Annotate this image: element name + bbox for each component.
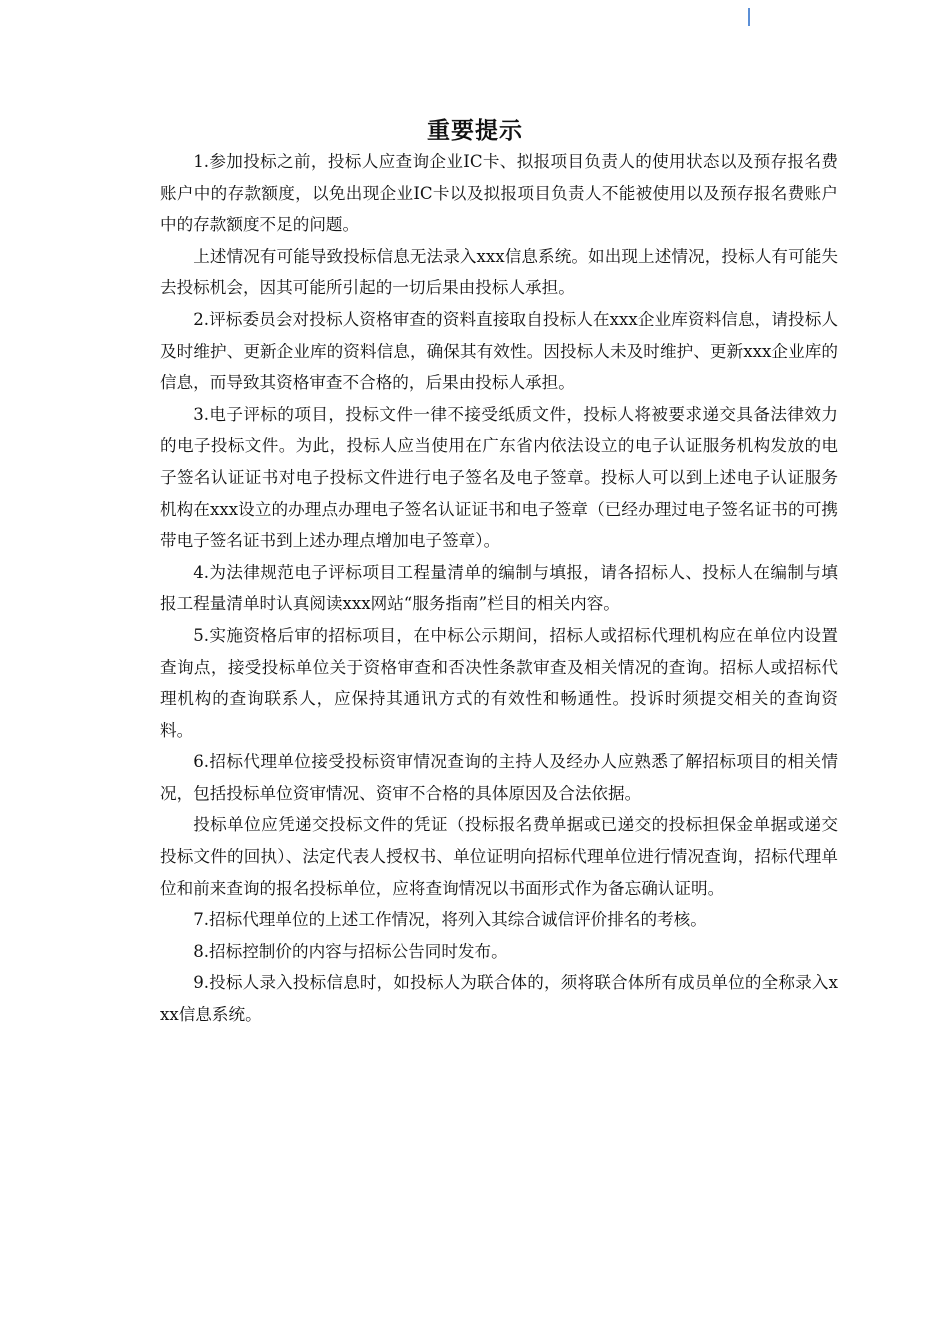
page-title: 重要提示 — [427, 118, 523, 145]
notice-paragraph-3: 3.电子评标的项目，投标文件一律不接受纸质文件，投标人将被要求递交具备法律效力的电子投标文件。为此，投标人应当使用在广东省内依法设立的电子认证服务机构发放的电子签名认证证书对电子投标文件进行电子签名及电子签章。投标人可以到上述电子认证服务机构在xxx设立的办理点办理电子签名认证证书和电子签章（已经办理过电子签名证书的可携带电子签名证书到上述办理点增加电子签章）。 — [160, 404, 838, 551]
notice-paragraph-8: 8.招标控制价的内容与招标公告同时发布。 — [193, 941, 508, 961]
page-corner-mark — [748, 8, 750, 26]
notice-paragraph-6-note: 投标单位应凭递交投标文件的凭证（投标报名费单据或已递交的投标担保金单据或递交投标文件的回执）、法定代表人授权书、单位证明向招标代理单位进行情况查询，招标代理单位和前来查询的报名投标单位，应将查询情况以书面形式作为备忘确认证明。 — [160, 815, 838, 898]
notice-paragraph-1-note: 上述情况有可能导致投标信息无法录入xxx信息系统。如出现上述情况，投标人有可能失去投标机会，因其可能所引起的一切后果由投标人承担。 — [160, 246, 838, 298]
notice-paragraph-2: 2.评标委员会对投标人资格审查的资料直接取自投标人在xxx企业库资料信息，请投标人及时维护、更新企业库的资料信息，确保其有效性。因投标人未及时维护、更新xxx企业库的信息，而导致其资格审查不合格的，后果由投标人承担。 — [160, 309, 838, 393]
notice-paragraph-9: 9.投标人录入投标信息时，如投标人为联合体的，须将联合体所有成员单位的全称录入xxx信息系统。 — [160, 973, 838, 1025]
notice-paragraph-7: 7.招标代理单位的上述工作情况，将列入其综合诚信评价排名的考核。 — [193, 910, 707, 930]
notice-paragraph-4: 4.为法律规范电子评标项目工程量清单的编制与填报，请各招标人、投标人在编制与填报工程量清单时认真阅读xxx网站“服务指南”栏目的相关内容。 — [160, 562, 838, 614]
notice-paragraph-1: 1.参加投标之前，投标人应查询企业IC卡、拟报项目负责人的使用状态以及预存报名费账户中的存款额度，以免出现企业IC卡以及拟报项目负责人不能被使用以及预存报名费账户中的存款额度不足的问题。 — [160, 152, 838, 235]
notice-paragraph-6: 6.招标代理单位接受投标资审情况查询的主持人及经办人应熟悉了解招标项目的相关情况，包括投标单位资审情况、资审不合格的具体原因及合法依据。 — [160, 752, 838, 803]
notice-body — [160, 146, 838, 1031]
notice-paragraph-5: 5.实施资格后审的招标项目，在中标公示期间，招标人或招标代理机构应在单位内设置查询点，接受投标单位关于资格审查和否决性条款审查及相关情况的查询。招标人或招标代理机构的查询联系人，应保持其通讯方式的有效性和畅通性。投诉时须提交相关的查询资料。 — [160, 625, 838, 740]
